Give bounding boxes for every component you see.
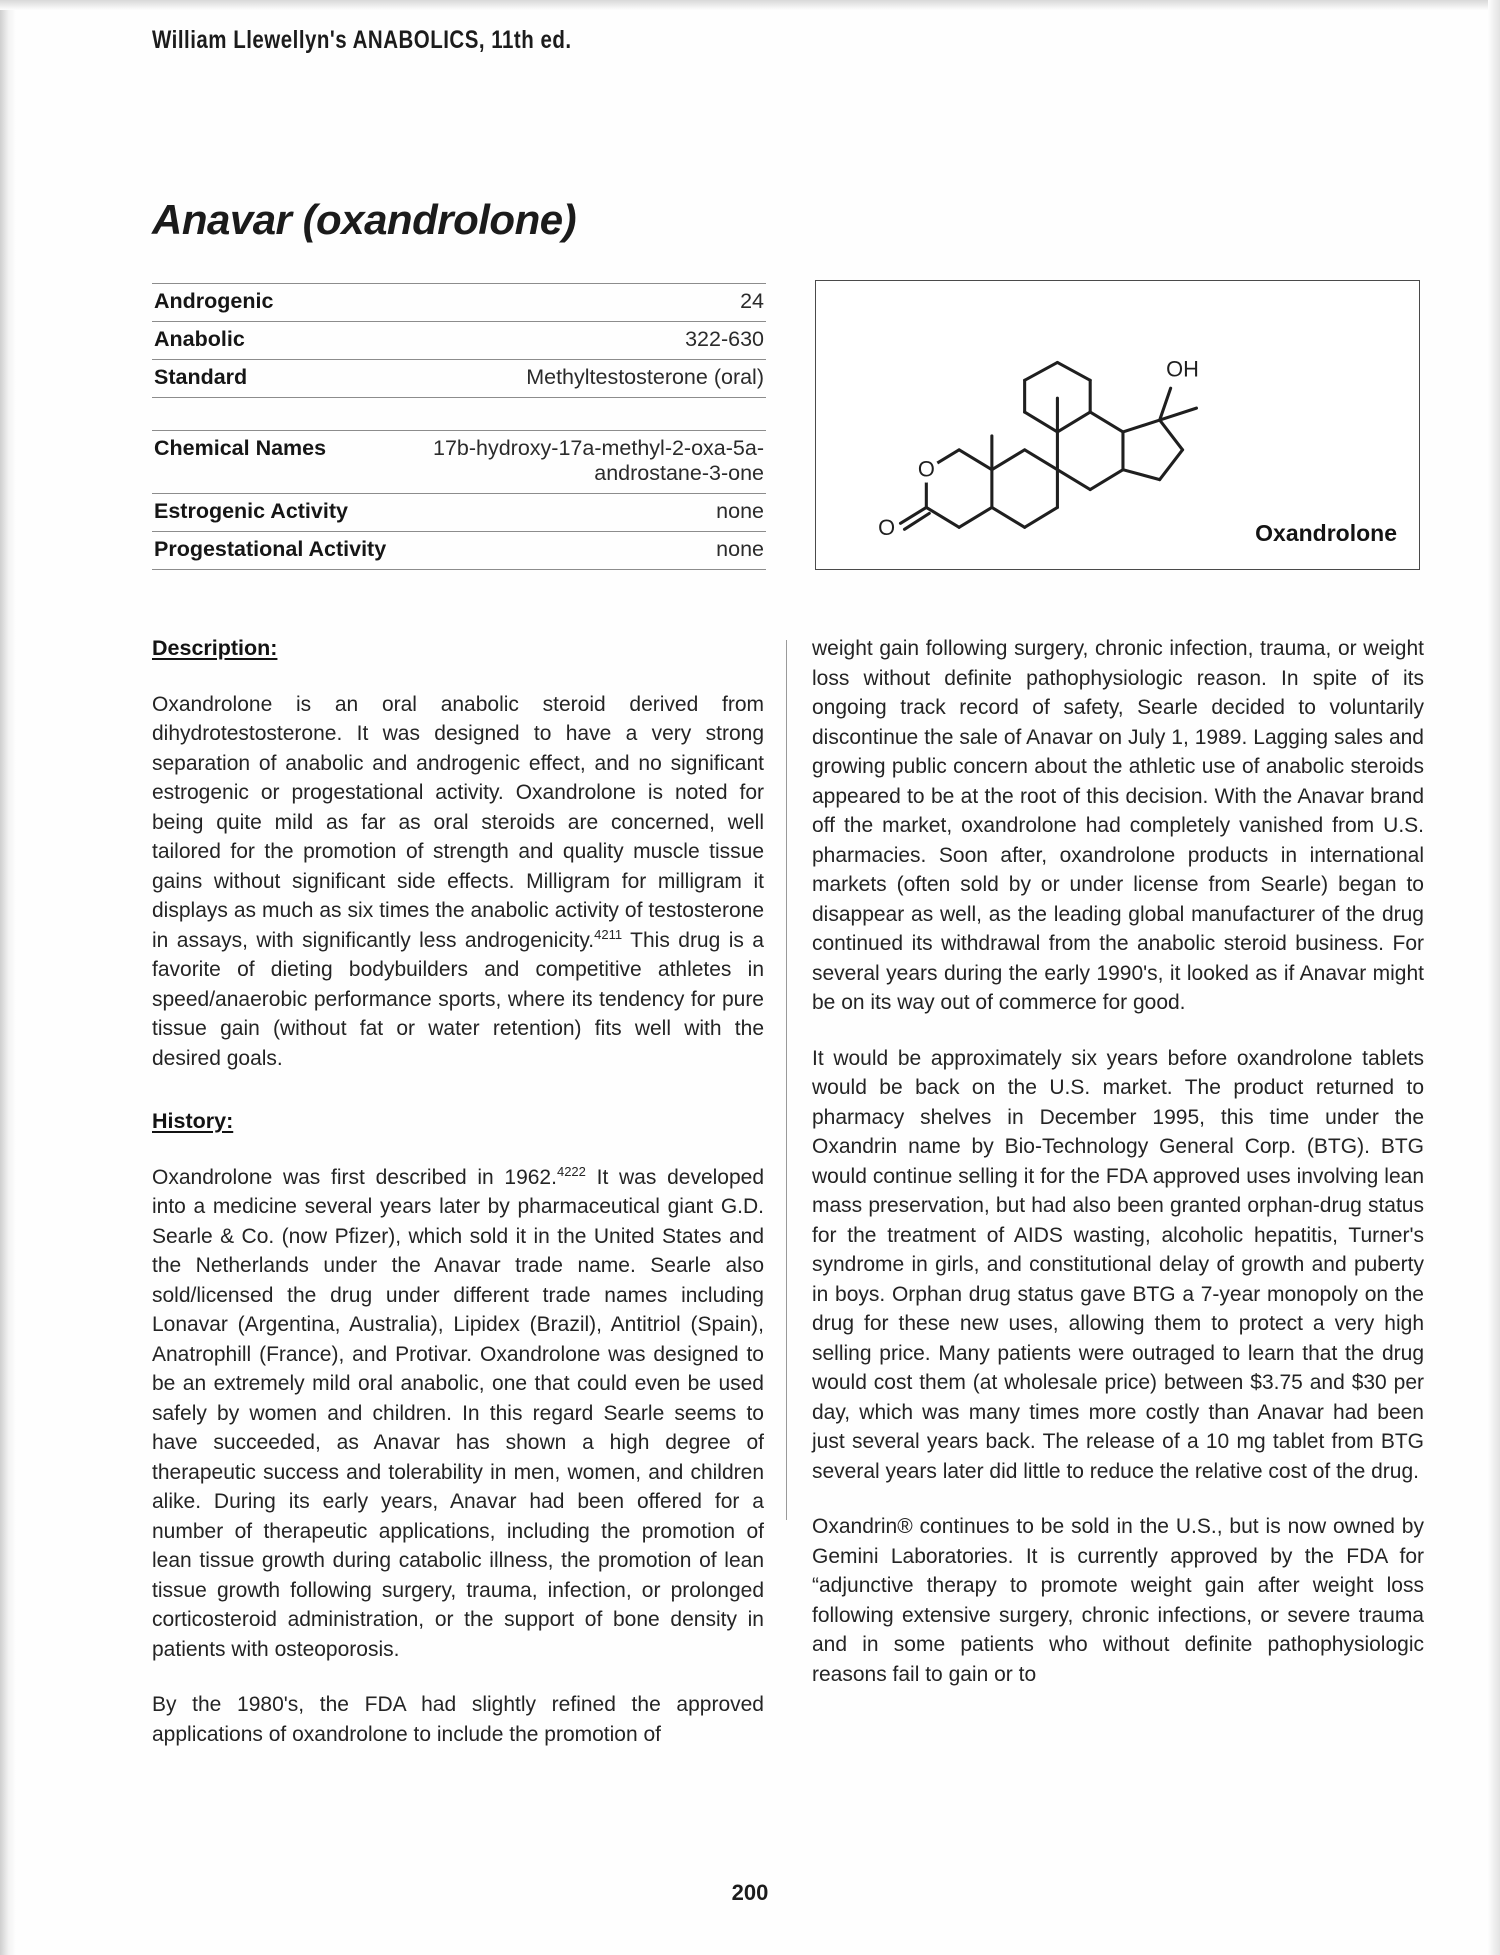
property-label: Estrogenic Activity [152, 494, 404, 532]
property-label: Androgenic [152, 284, 404, 322]
property-label: Anabolic [152, 322, 404, 360]
paragraph: It would be approximately six years before oxandrolone tablets would be back on the U.S. market. The product returned to pharmacy shelves in December 1995, this time under the Oxandrin name by Bio-Technology General Corp. (BTG). BTG would continue selling it for the FDA approved uses involving lean mass preservation, but had also been granted orphan-drug status for the treatment of AIDS wasting, alcoholic hepatitis, Turner's syndrome in girls, and constitutional delay of growth and puberty in boys. Orphan drug status gave BTG a 7-year monopoly on the drug for these new uses, allowing them to protect a very high selling price. Many patients were outraged to learn that the drug would cost them (at wholesale price) between $3.75 and $30 per day, which was many times more costly than Anavar had been just several years back. The release of a 10 mg tablet from BTG several years later did little to reduce the relative cost of the drug. [812, 1046, 1424, 1483]
section-heading-history: History: [152, 1109, 234, 1133]
running-head: William Llewellyn's ANABOLICS, 11th ed. [152, 26, 572, 54]
body-column-right [812, 634, 1424, 1689]
body-column-left [152, 634, 764, 1749]
page-title: Anavar (oxandrolone) [152, 196, 577, 244]
paragraph-text-cont: This drug is a favorite of dieting bodybuilders and competitive athletes in speed/anaerobic performance sports, where its tendency for pure tissue gain (without fat or water retention) fits well with the desired goals. [152, 928, 764, 1070]
scan-edge-shadow-top [0, 0, 1500, 10]
table-row [152, 431, 766, 494]
properties-table-primary [152, 283, 766, 398]
column-divider [786, 640, 787, 1520]
structure-caption: Oxandrolone [1255, 520, 1397, 546]
properties-table-secondary [152, 430, 766, 570]
table-row [152, 494, 766, 532]
footnote-reference: 4211 [594, 926, 623, 942]
table-row [152, 360, 766, 398]
ketone-oxygen-label: O [878, 515, 896, 541]
scan-edge-shadow-left [0, 0, 16, 1955]
footnote-reference: 4222 [556, 1163, 586, 1179]
paragraph-text: Oxandrolone was first described in 1962. [152, 1165, 557, 1189]
page-number: 200 [731, 1880, 769, 1905]
property-value: 322-630 [404, 322, 766, 360]
paragraph-text: Oxandrolone is an oral anabolic steroid derived from dihydrotestosterone. It was designed to have a very strong separation of anabolic and androgenic effect, and no significant estrogenic or progestational activity. Oxandrolone is noted for being quite mild as far as oral steroids are concerned, well tailored for the promotion of strength and quality muscle tissue gains without significant side effects. Milligram for milligram it displays as much as six times the anabolic activity of testosterone in assays, with significantly less androgenicity. [152, 692, 764, 952]
property-label: Progestational Activity [152, 532, 404, 570]
property-label: Standard [152, 360, 404, 398]
chemical-structure-figure [815, 280, 1420, 570]
table-row [152, 284, 766, 322]
section-heading-description: Description: [152, 636, 278, 660]
paragraph [152, 1163, 764, 1665]
ring-oxygen-label: O [917, 456, 935, 482]
property-value: none [404, 532, 766, 570]
table-row [152, 532, 766, 570]
paragraph-text-cont: It was developed into a medicine several years later by pharmaceutical giant G.D. Searle & Co. (now Pfizer), which sold it in the United States and the Netherlands under the Anavar trade name. Searle also sold/licensed the drug under different trade names including Lonavar (Argentina, Australia), Lipidex (Brazil), Antitriol (Spain), Anatrophill (France), and Protivar. Oxandrolone was designed to be an extremely mild oral anabolic, one that could even be used safely by women and children. In this regard Searle seems to have succeeded, as Anavar has shown a high degree of therapeutic success and tolerability in men, women, and children alike. During its early years, Anavar had been offered for a number of therapeutic applications, including the promotion of lean tissue growth during catabolic illness, the promotion of lean tissue growth following surgery, trauma, infection, or prolonged corticosteroid administration, or the support of bone density in patients with osteoporosis. [152, 1165, 765, 1661]
table-row [152, 322, 766, 360]
property-value: Methyltestosterone (oral) [404, 360, 766, 398]
scan-edge-shadow-right [1488, 0, 1500, 1955]
property-value: 24 [404, 284, 766, 322]
property-value: 17b-hydroxy-17a-methyl-2-oxa-5a-androstane-3-one [404, 431, 766, 494]
paragraph: weight gain following surgery, chronic infection, trauma, or weight loss without definite pathophysiologic reason. In spite of its ongoing track record of safety, Searle decided to voluntarily discontinue the sale of Anavar on July 1, 1989. Lagging sales and growing public concern about the athletic use of anabolic steroids appeared to be at the root of this decision. With the Anavar brand off the market, oxandrolone had completely vanished from U.S. pharmacies. Soon after, oxandrolone products in international markets (often sold by or under license from Searle) began to disappear as well, as the leading global manufacturer of the drug continued its withdrawal from the anabolic steroid business. For several years during the early 1990's, it looked as if Anavar might be on its way out of commerce for good. [812, 637, 1424, 1014]
property-label: Chemical Names [152, 431, 404, 494]
hydroxyl-label: OH [1166, 356, 1199, 382]
paragraph: By the 1980's, the FDA had slightly refined the approved applications of oxandrolone to include the promotion of [152, 1693, 764, 1746]
paragraph [152, 690, 764, 1074]
paragraph: Oxandrin® continues to be sold in the U.S., but is now owned by Gemini Laboratories. It is currently approved by the FDA for “adjunctive therapy to promote weight gain after weight loss following extensive surgery, chronic infections, or severe trauma and in some patients who without definite pathophysiologic reasons fail to gain or to [812, 1515, 1424, 1686]
property-value: none [404, 494, 766, 532]
